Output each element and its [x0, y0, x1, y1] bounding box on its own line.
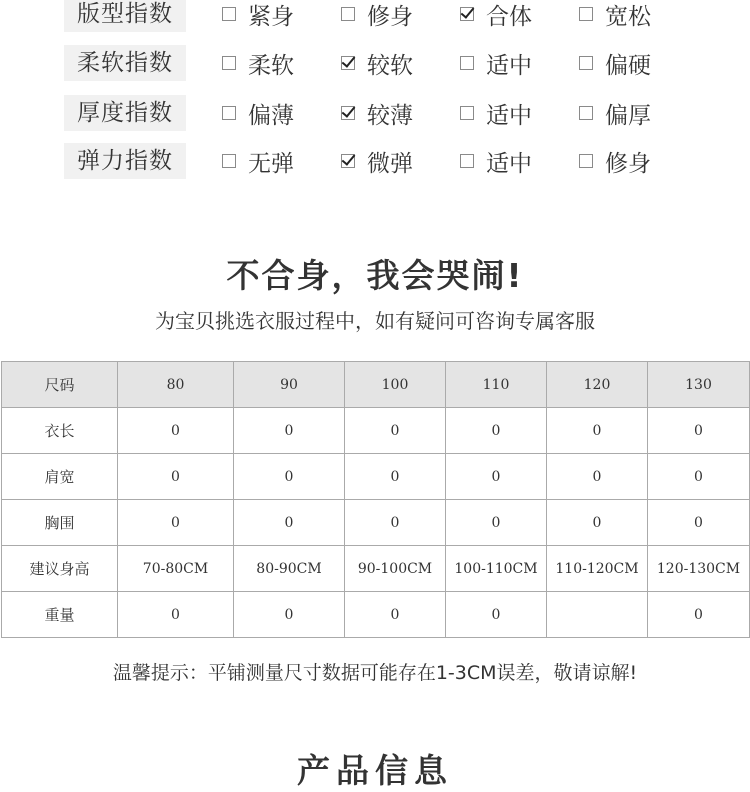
option-label: 修身: [605, 150, 651, 177]
checkbox-icon: [460, 154, 474, 168]
table-header-cell: 80: [118, 362, 234, 408]
table-cell: 90-100CM: [345, 546, 446, 592]
checkbox-icon: [460, 106, 474, 120]
next-section-heading-clip: [0, 741, 750, 790]
option-label: 偏厚: [605, 102, 651, 129]
option-loose: [579, 0, 651, 32]
checkbox-icon: [579, 154, 593, 168]
option-medium: [460, 143, 532, 179]
table-cell: 120-130CM: [648, 546, 750, 592]
table-cell: 0: [118, 408, 234, 454]
option-slight-stretch: [341, 143, 413, 179]
table-cell: 0: [547, 408, 648, 454]
table-cell: 0: [234, 500, 345, 546]
attribute-row-softness: [64, 45, 744, 81]
attribute-row-fit: [64, 0, 744, 32]
checkbox-icon: [222, 154, 236, 168]
checkbox-icon: [222, 106, 236, 120]
table-cell: 70-80CM: [118, 546, 234, 592]
table-cell: 0: [547, 500, 648, 546]
table-cell: 0: [648, 500, 750, 546]
checkbox-checked-icon: [341, 106, 355, 120]
table-cell: 0: [118, 454, 234, 500]
option-label: 紧身: [248, 3, 294, 30]
option-label: 适中: [486, 150, 532, 177]
table-row-label: 胸围: [2, 500, 118, 546]
table-cell: 0: [345, 408, 446, 454]
table-cell: 0: [446, 592, 547, 638]
table-cell: 80-90CM: [234, 546, 345, 592]
table-cell: 0: [446, 500, 547, 546]
checkbox-icon: [341, 7, 355, 21]
table-cell: 0: [446, 454, 547, 500]
table-header-cell: 130: [648, 362, 750, 408]
option-thick: [579, 95, 651, 131]
table-row: [2, 546, 750, 592]
option-label: 宽松: [605, 3, 651, 30]
checkbox-checked-icon: [460, 7, 474, 21]
table-cell: 0: [648, 454, 750, 500]
option-label: 修身: [367, 3, 413, 30]
checkbox-icon: [579, 7, 593, 21]
option-tight: [222, 0, 294, 32]
table-cell: 0: [648, 408, 750, 454]
attribute-label: 弹力指数: [64, 143, 186, 179]
checkbox-icon: [579, 56, 593, 70]
option-fairly-thin: [341, 95, 413, 131]
table-row: [2, 500, 750, 546]
checkbox-checked-icon: [341, 154, 355, 168]
table-cell: 0: [345, 500, 446, 546]
option-slim: [579, 143, 651, 179]
table-cell: 0: [118, 592, 234, 638]
table-cell: 0: [234, 454, 345, 500]
table-header-row: [2, 362, 750, 408]
option-label: 无弹: [248, 150, 294, 177]
option-label: 合体: [486, 3, 532, 30]
option-label: 较软: [367, 52, 413, 79]
option-label: 较薄: [367, 102, 413, 129]
table-row: [2, 592, 750, 638]
section-heading: 不合身，我会哭闹!: [226, 256, 524, 295]
option-no-stretch: [222, 143, 294, 179]
table-cell: 100-110CM: [446, 546, 547, 592]
table-cell: 0: [234, 408, 345, 454]
size-table: [1, 361, 750, 638]
table-cell: 0: [234, 592, 345, 638]
table-cell: 0: [648, 592, 750, 638]
table-cell: 0: [345, 592, 446, 638]
checkbox-icon: [222, 7, 236, 21]
measurement-note: 温馨提示：平铺测量尺寸数据可能存在1-3CM误差，敬请谅解!: [112, 662, 638, 684]
table-header-cell: 90: [234, 362, 345, 408]
table-row-label: 建议身高: [2, 546, 118, 592]
option-label: 偏硬: [605, 52, 651, 79]
option-slim: [341, 0, 413, 32]
checkbox-checked-icon: [341, 56, 355, 70]
option-stiff: [579, 45, 651, 81]
table-cell: 0: [547, 454, 648, 500]
attribute-label: 柔软指数: [64, 45, 186, 81]
option-label: 适中: [486, 52, 532, 79]
attribute-label: 厚度指数: [64, 95, 186, 131]
table-header-cell: 110: [446, 362, 547, 408]
option-label: 微弹: [367, 150, 413, 177]
checkbox-icon: [579, 106, 593, 120]
option-fairly-soft: [341, 45, 413, 81]
table-row: [2, 408, 750, 454]
table-cell: 0: [345, 454, 446, 500]
table-header-cell: 120: [547, 362, 648, 408]
table-cell: 0: [118, 500, 234, 546]
attribute-label: 版型指数: [64, 0, 186, 32]
option-thin: [222, 95, 294, 131]
attribute-row-thickness: [64, 95, 744, 131]
option-regular: [460, 0, 532, 32]
table-header-cell: 100: [345, 362, 446, 408]
table-cell: 110-120CM: [547, 546, 648, 592]
option-medium: [460, 45, 532, 81]
option-soft: [222, 45, 294, 81]
section-subheading: 为宝贝挑选衣服过程中，如有疑问可咨询专属客服: [155, 309, 595, 333]
table-row-label: 重量: [2, 592, 118, 638]
option-label: 偏薄: [248, 102, 294, 129]
table-row-label: 衣长: [2, 408, 118, 454]
option-medium: [460, 95, 532, 131]
checkbox-icon: [460, 56, 474, 70]
checkbox-icon: [222, 56, 236, 70]
table-row-label: 肩宽: [2, 454, 118, 500]
table-header-cell: 尺码: [2, 362, 118, 408]
table-cell: [547, 592, 648, 638]
attribute-row-elasticity: [64, 143, 744, 179]
next-section-heading: 产品信息: [297, 751, 453, 790]
table-cell: 0: [446, 408, 547, 454]
option-label: 柔软: [248, 52, 294, 79]
table-row: [2, 454, 750, 500]
option-label: 适中: [486, 102, 532, 129]
